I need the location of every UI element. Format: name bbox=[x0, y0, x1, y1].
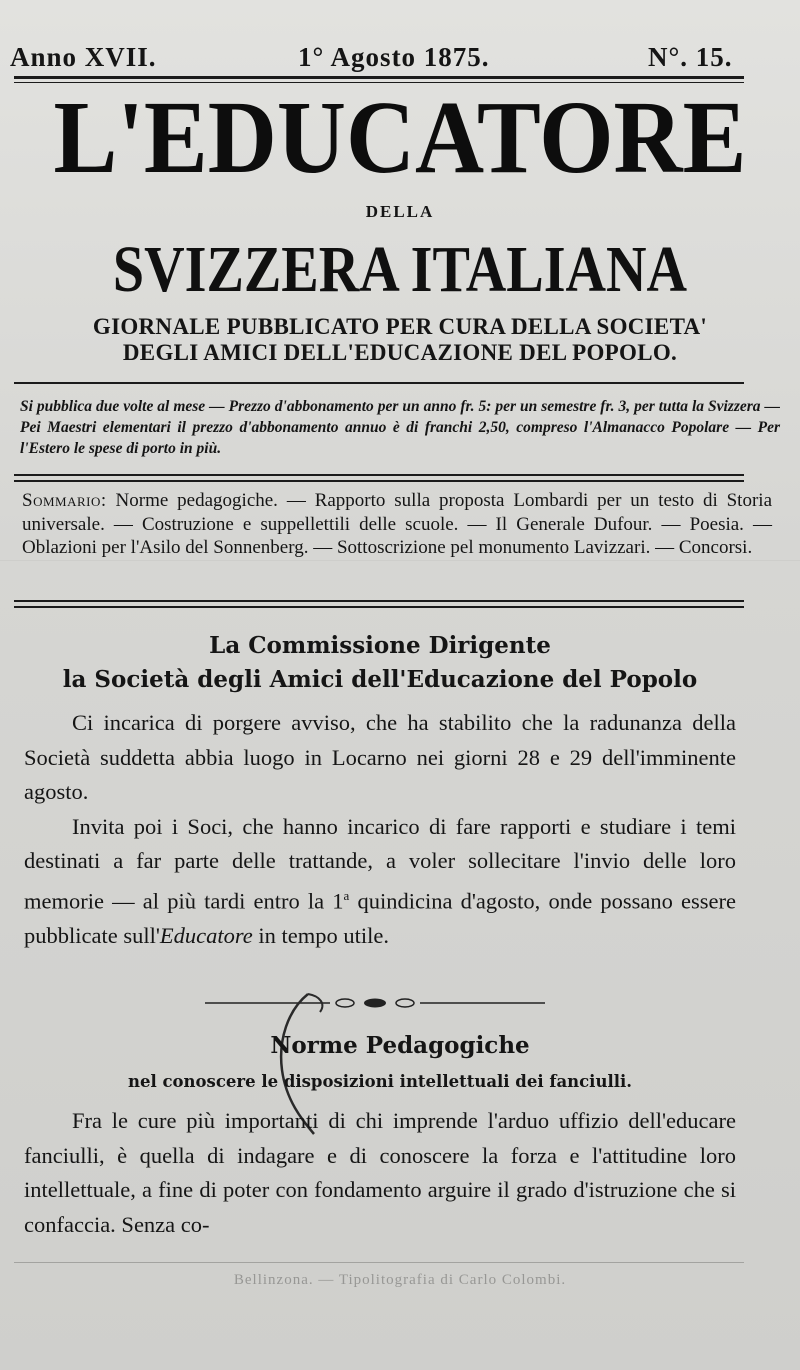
announcement-heading-1: La Commissione Dirigente bbox=[209, 632, 551, 659]
bleed-through-texture bbox=[0, 560, 800, 561]
footer-rule bbox=[14, 1262, 744, 1263]
tagline-line1: GIORNALE PUBBLICATO PER CURA DELLA SOCIETA' bbox=[92, 314, 708, 339]
rule-after-tagline bbox=[14, 382, 744, 384]
summary-text: Norme pedagogiche. — Rapporto sulla proposta Lombardi per un testo di Storia universale. — Costruzione e suppellettili delle scuole. — Il Generale Dufour. — Poesia. — Oblazioni per l'Asilo del Sonnenberg. — Sottoscrizione pel monumento Lavizzari. — Concorsi. bbox=[22, 490, 772, 558]
newspaper-title: L'EDUCATORE bbox=[53, 80, 747, 195]
summary-box bbox=[22, 489, 772, 560]
subscription-info: Si pubblica due volte al mese — Prezzo d'abbonamento per un anno fr. 5: per un semestre fr. 3, per tutta la Svizzera — Pei Maestri elementari il prezzo d'abbonamento annuo è di franchi 2,50, compreso l'Almanacco Popolare — Per l'Estero le spese di porto in più. bbox=[20, 398, 780, 457]
announcement-paragraph-1: Ci incarica di porgere avviso, che ha stabilito che la radunanza della Società suddetta abbia luogo in Locarno nei giorni 28 e 29 dell'imminente agosto. bbox=[24, 710, 736, 804]
masthead-meta bbox=[8, 42, 792, 78]
rule-after-summary-1 bbox=[14, 600, 744, 602]
issue-year: Anno XVII. bbox=[10, 42, 157, 72]
article-paragraph-1: Fra le cure più importanti di chi imprende l'arduo uffizio dell'educare fanciulli, è quella di indagare e di conoscere la forza e l'attitudine loro intellettuale, a fine di poter con fondamento arguire il grado d'istruzione che si confaccia. Senza co- bbox=[24, 1108, 736, 1237]
rule-after-subscription-2 bbox=[14, 480, 744, 482]
masthead-rule-top bbox=[14, 76, 744, 79]
newspaper-subtitle: SVIZZERA ITALIANA bbox=[112, 233, 688, 306]
article-body bbox=[24, 1104, 736, 1242]
rule-after-summary-2 bbox=[14, 606, 744, 608]
issue-number: N°. 15. bbox=[648, 42, 733, 72]
summary-label: Sommario: bbox=[22, 490, 107, 511]
ornamental-divider bbox=[205, 996, 545, 1010]
article-title: Norme Pedagogiche bbox=[270, 1032, 530, 1059]
announcement-body bbox=[24, 706, 736, 953]
article-subtitle: nel conoscere le disposizioni intellettuali dei fanciulli. bbox=[127, 1072, 632, 1091]
announcement-heading-2: la Società degli Amici dell'Educazione del Popolo bbox=[62, 666, 698, 693]
tagline-line2: DEGLI AMICI DELL'EDUCAZIONE DEL POPOLO. bbox=[122, 340, 678, 365]
printer-line: Bellinzona. — Tipolitografia di Carlo Colombi. bbox=[233, 1272, 567, 1288]
rule-after-subscription-1 bbox=[14, 474, 744, 476]
issue-date: 1° Agosto 1875. bbox=[298, 42, 490, 72]
title-della: DELLA bbox=[365, 202, 435, 221]
announcement-paragraph-2: Invita poi i Soci, che hanno incarico di fare rapporti e studiare i temi destinati a far parte delle trattande, a voler sollecitare l'invio delle loro memorie — al più tardi entro la 1$^a$ quindicina d'agosto, onde possano essere pubblicate sull'Educatore in tempo utile. bbox=[24, 813, 736, 948]
